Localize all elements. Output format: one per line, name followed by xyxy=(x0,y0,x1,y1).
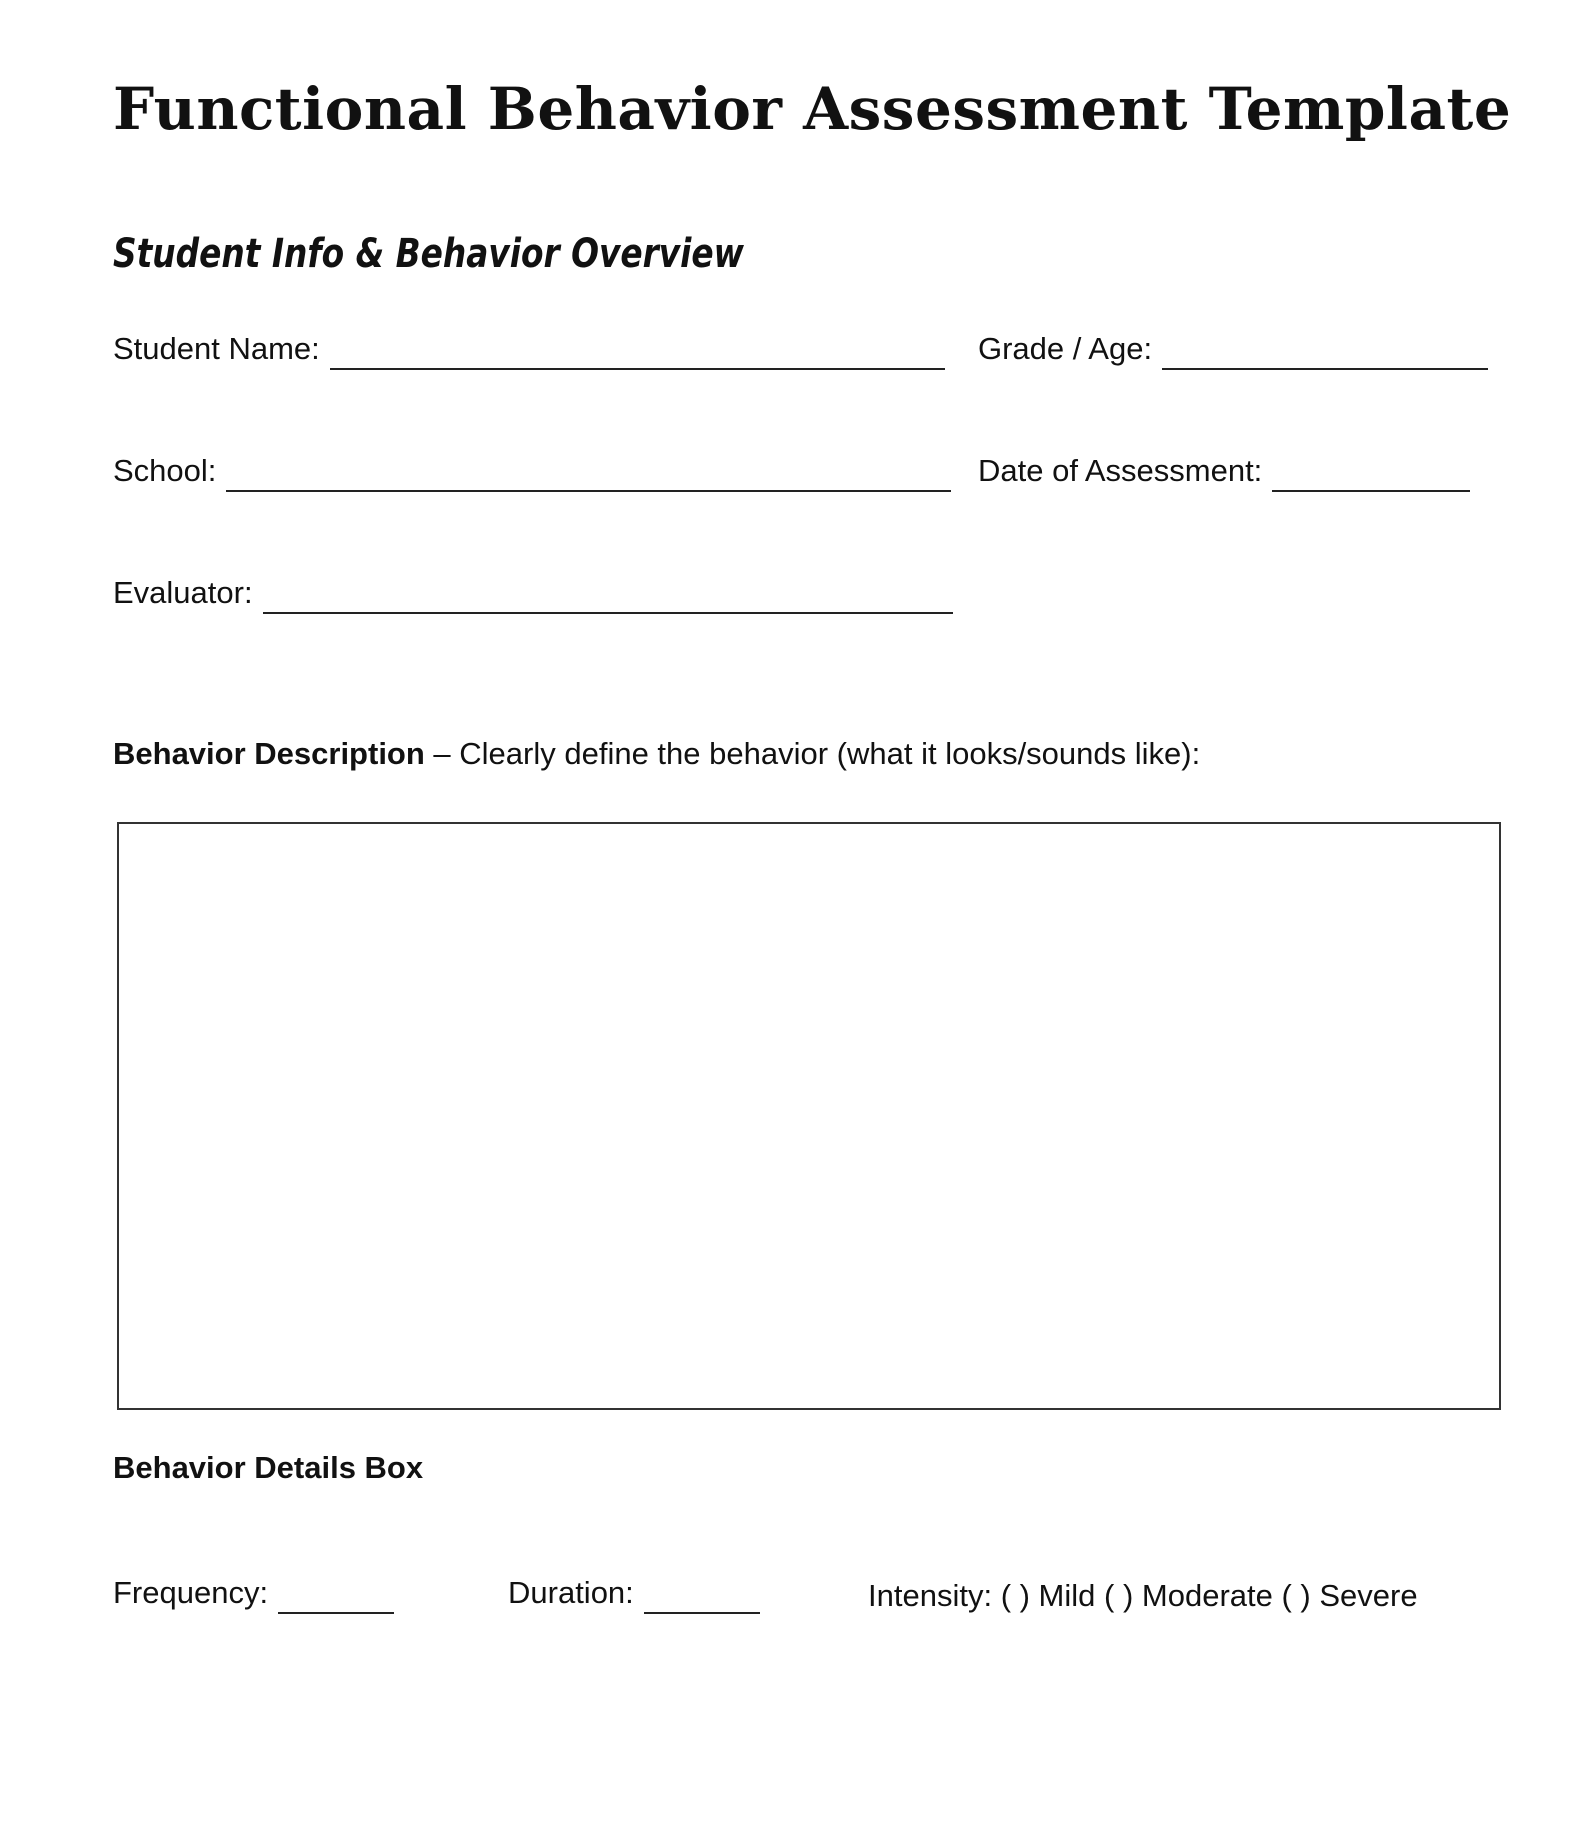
section-heading: Student Info & Behavior Overview xyxy=(113,231,744,277)
school-field xyxy=(113,452,951,492)
intensity-field xyxy=(868,1580,1418,1611)
behavior-description-instruction: – Clearly define the behavior (what it looks/sounds like): xyxy=(424,736,1201,771)
grade-age-field xyxy=(978,330,1488,370)
frequency-field xyxy=(113,1574,394,1614)
date-of-assessment-line[interactable] xyxy=(1272,460,1470,492)
behavior-description-prompt xyxy=(113,738,1200,769)
date-of-assessment-field xyxy=(978,452,1470,492)
evaluator-field xyxy=(113,574,953,614)
frequency-line[interactable] xyxy=(278,1582,394,1614)
frequency-label: Frequency: xyxy=(113,1575,269,1610)
grade-age-label: Grade / Age: xyxy=(978,331,1153,366)
school-label: School: xyxy=(113,453,217,488)
grade-age-line[interactable] xyxy=(1162,338,1488,370)
date-of-assessment-label: Date of Assessment: xyxy=(978,453,1263,488)
intensity-option-mild[interactable]: ( ) Mild xyxy=(1000,1578,1096,1613)
student-name-field xyxy=(113,330,945,370)
student-name-line[interactable] xyxy=(330,338,945,370)
student-name-label: Student Name: xyxy=(113,331,320,366)
intensity-label: Intensity: xyxy=(868,1578,993,1613)
behavior-details-heading: Behavior Details Box xyxy=(113,1450,424,1485)
evaluator-label: Evaluator: xyxy=(113,575,253,610)
school-line[interactable] xyxy=(226,460,951,492)
behavior-description-box[interactable] xyxy=(117,822,1501,1410)
intensity-option-moderate[interactable]: ( ) Moderate xyxy=(1104,1578,1273,1613)
evaluator-line[interactable] xyxy=(263,582,953,614)
document-title: Functional Behavior Assessment Template xyxy=(113,75,1512,143)
behavior-description-label: Behavior Description xyxy=(113,736,425,771)
intensity-option-severe[interactable]: ( ) Severe xyxy=(1281,1578,1418,1613)
duration-line[interactable] xyxy=(644,1582,760,1614)
duration-label: Duration: xyxy=(508,1575,634,1610)
duration-field xyxy=(508,1574,760,1614)
